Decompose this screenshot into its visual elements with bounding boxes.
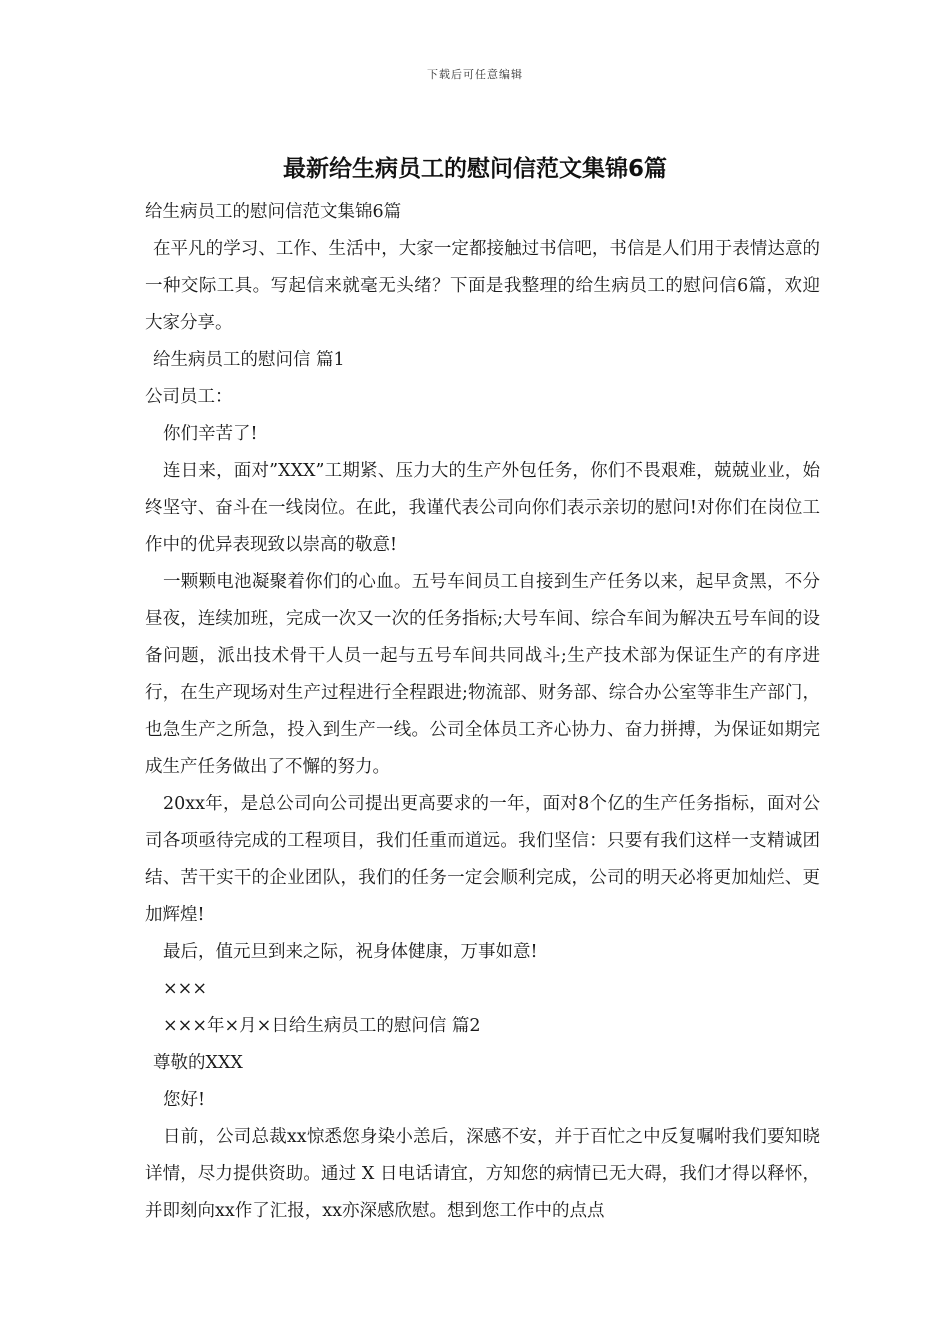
section1-greeting: 你们辛苦了! [163, 424, 258, 444]
document-title: 最新给生病员工的慰问信范文集锦6篇 [282, 156, 667, 182]
section1-paragraph-3: 20xx年，是总公司向公司提出更高要求的一年，面对8个亿的生产任务指标，面对公司各项亟待完成的工程项目，我们任重而道远。我们坚信：只要有我们这样一支精诚团结、苦干实干的企业团队，我们的任务一定会顺利完成，公司的明天必将更加灿烂、更加辉煌! [145, 794, 820, 925]
section2-paragraph-1: 日前，公司总裁xx惊悉您身染小恙后，深感不安，并于百忙之中反复嘱咐我们要知晓详情，尽力提供资助。通过 X 日电话请宜，方知您的病情已无大碍，我们才得以释怀，并即刻向xx作了汇报，xx亦深感欣慰。想到您工作中的点点 [145, 1127, 820, 1221]
section1-salutation: 公司员工： [145, 387, 233, 407]
subtitle: 给生病员工的慰问信范文集锦6篇 [145, 202, 402, 222]
section1-heading: 给生病员工的慰问信 篇1 [153, 350, 345, 370]
section1-closing: 最后，值元旦到来之际，祝身体健康，万事如意! [163, 942, 538, 962]
section1-signature: ××× [163, 979, 207, 999]
header-note: 下载后可任意编辑 [427, 68, 523, 81]
section2-greeting: 您好! [163, 1090, 206, 1110]
intro-paragraph: 在平凡的学习、工作、生活中，大家一定都接触过书信吧，书信是人们用于表情达意的一种交际工具。写起信来就毫无头绪？下面是我整理的给生病员工的慰问信6篇，欢迎大家分享。 [145, 239, 820, 333]
section1-date-and-next-heading: ×××年×月×日给生病员工的慰问信 篇2 [163, 1016, 481, 1036]
section2-salutation: 尊敬的XXX [153, 1053, 243, 1073]
section1-paragraph-2: 一颗颗电池凝聚着你们的心血。五号车间员工自接到生产任务以来，起早贪黑，不分昼夜，连续加班，完成一次又一次的任务指标;大号车间、综合车间为解决五号车间的设备问题，派出技术骨干人员一起与五号车间共同战斗;生产技术部为保证生产的有序进行，在生产现场对生产过程进行全程跟进;物流部、财务部、综合办公室等非生产部门，也急生产之所急，投入到生产一线。公司全体员工齐心协力、奋力拼搏，为保证如期完成生产任务做出了不懈的努力。 [145, 572, 820, 777]
document-body [145, 194, 820, 1230]
section1-paragraph-1: 连日来，面对”XXX”工期紧、压力大的生产外包任务，你们不畏艰难，兢兢业业，始终坚守、奋斗在一线岗位。在此，我谨代表公司向你们表示亲切的慰问!对你们在岗位工作中的优异表现致以崇高的敬意! [145, 461, 820, 555]
